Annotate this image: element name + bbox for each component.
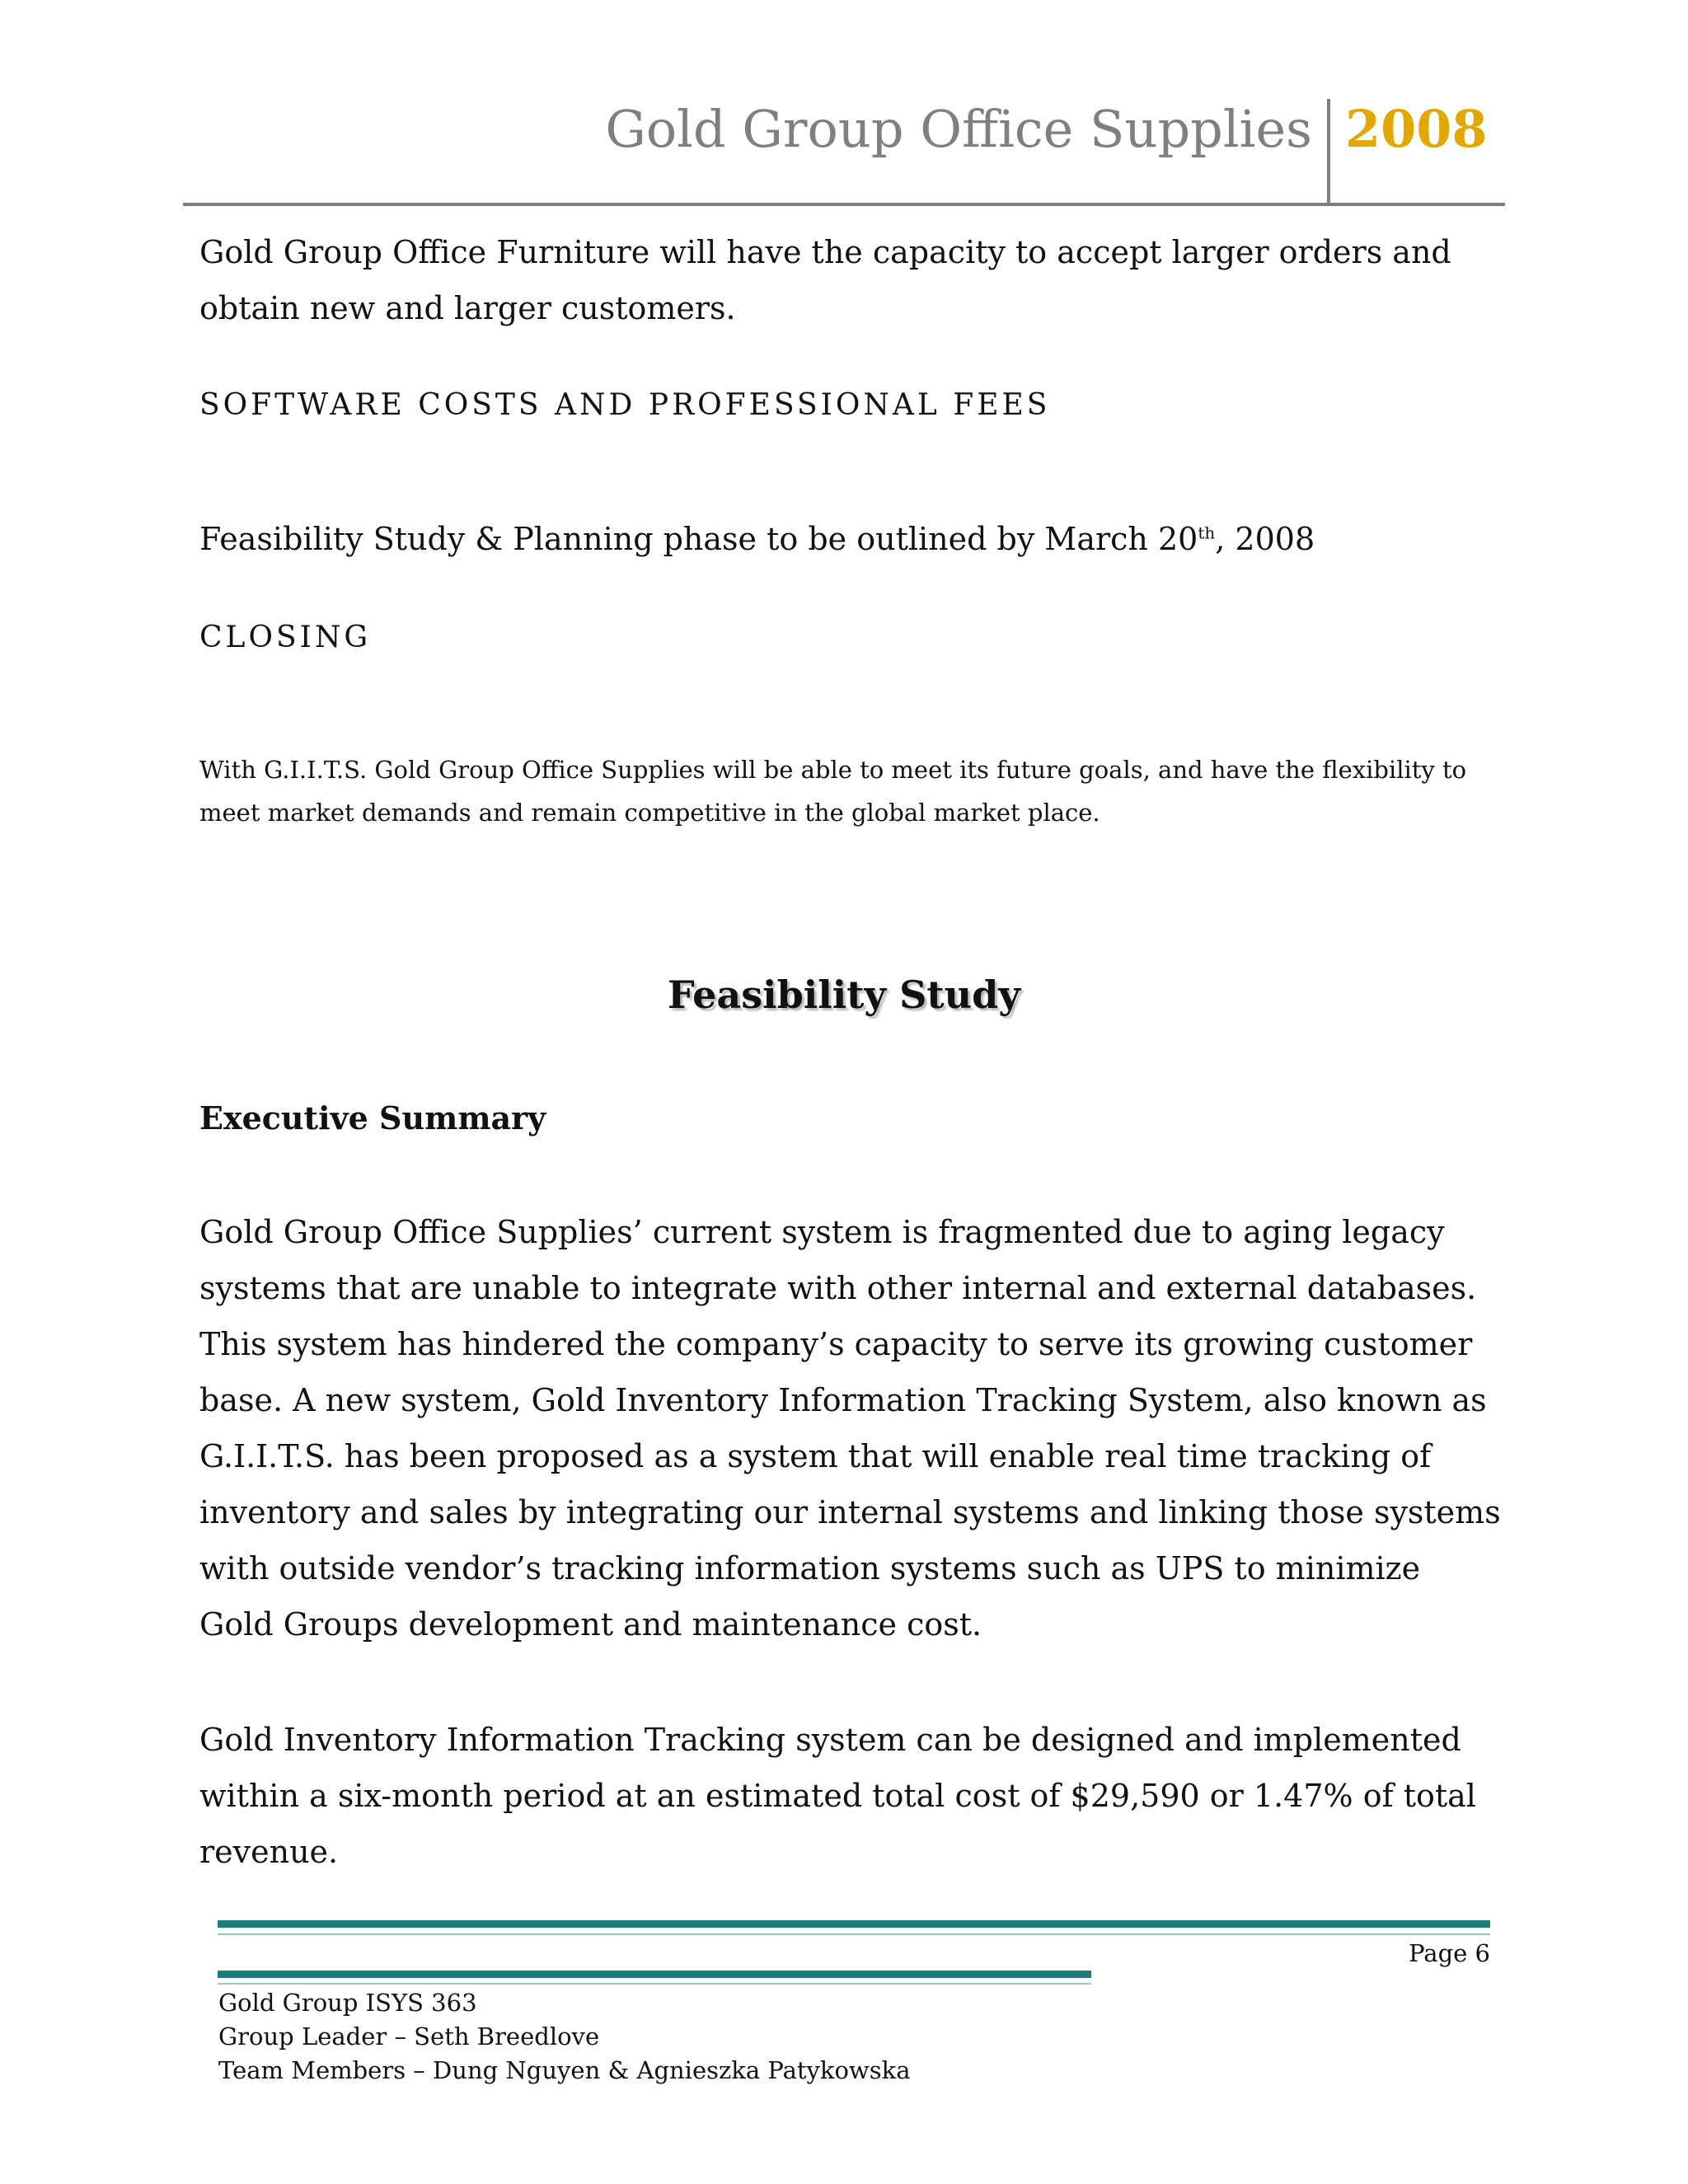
footer-info <box>218 1986 911 2088</box>
feasibility-date-line <box>199 511 1502 567</box>
closing-paragraph: With G.I.I.T.S. Gold Group Office Supplies will be able to meet its future goals, and have the flexibility to meet market demands and remain competitive in the global market place. <box>199 756 1467 827</box>
header-year: 2008 <box>1345 99 1488 159</box>
footer-rule-top-thin <box>218 1933 1490 1935</box>
intro-paragraph: Gold Group Office Furniture will have the capacity to accept larger orders and obtain new and larger customers. <box>199 234 1451 326</box>
header-separator <box>1327 99 1330 204</box>
closing-heading: CLOSING <box>199 621 372 654</box>
header-title: Gold Group Office Supplies <box>605 99 1312 159</box>
feasibility-date-year: , 2008 <box>1215 521 1315 557</box>
footer-rule-bottom-thin <box>218 1983 1091 1985</box>
footer-group-leader: Group Leader – Seth Breedlove <box>218 2022 600 2050</box>
ordinal-suffix: th <box>1198 523 1216 543</box>
footer-rule-top <box>218 1920 1490 1928</box>
feasibility-date-text: Feasibility Study & Planning phase to be outlined by March 20 <box>199 521 1198 557</box>
header-rule <box>183 203 1505 206</box>
footer-rule-bottom <box>218 1971 1091 1978</box>
footer-course: Gold Group ISYS 363 <box>218 1989 477 2017</box>
executive-summary-paragraph-2: Gold Inventory Information Tracking system can be designed and implemented within a six-month period at an estimated total cost of $29,590 or 1.47% of total revenue. <box>199 1722 1476 1870</box>
software-costs-heading: SOFTWARE COSTS AND PROFESSIONAL FEES <box>199 388 1051 422</box>
section-title: Feasibility Study <box>668 972 1020 1017</box>
footer-team-members: Team Members – Dung Nguyen & Agnieszka Patykowska <box>218 2056 911 2084</box>
executive-summary-paragraph-1: Gold Group Office Supplies’ current system is fragmented due to aging legacy systems that are unable to integrate with other internal and external databases. This system has hindered the company’s capacity to serve its growing customer base. A new system, Gold Inventory Information Tracking System, also known as G.I.I.T.S. has been proposed as a system that will enable real time tracking of inventory and sales by integrating our internal systems and linking those systems with outside vendor’s tracking information systems such as UPS to minimize Gold Groups development and maintenance cost. <box>199 1214 1501 1643</box>
executive-summary-heading: Executive Summary <box>199 1099 546 1137</box>
page-number: Page 6 <box>1409 1939 1490 1967</box>
